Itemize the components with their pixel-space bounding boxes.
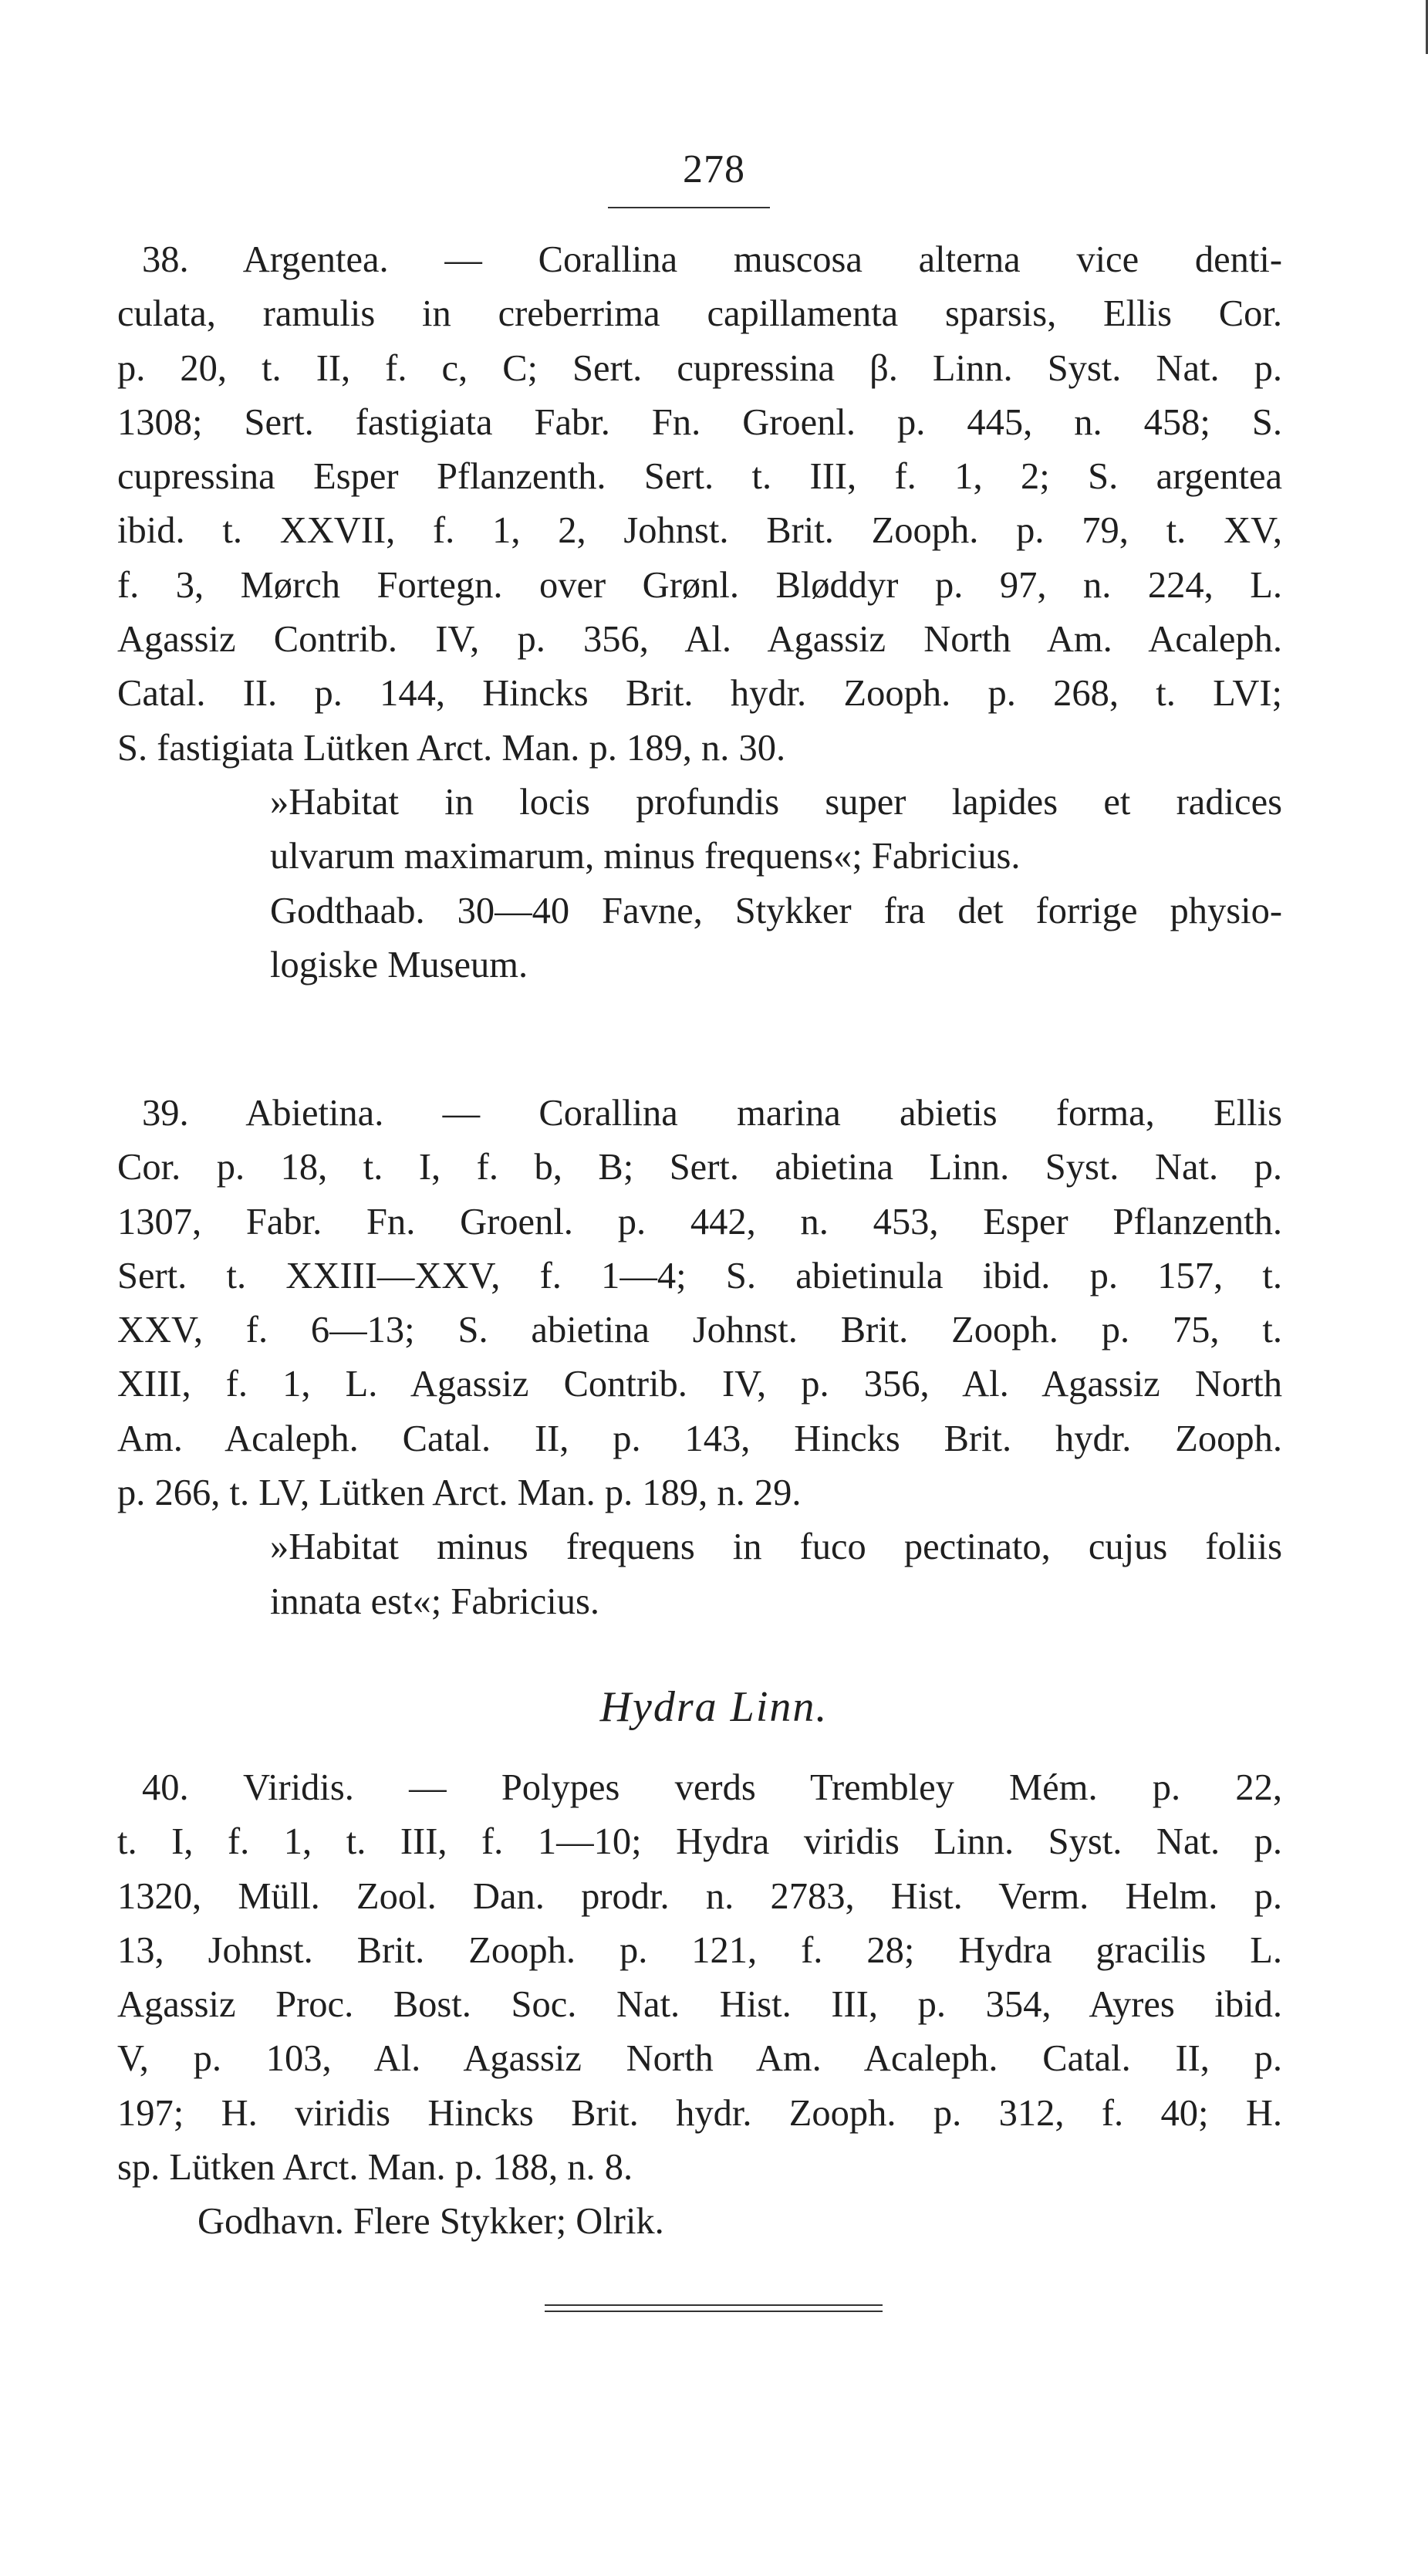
entry-40-line: 197; H. viridis Hincks Brit. hydr. Zooph. p. 312, f. 40; H. <box>117 2092 1282 2134</box>
entry-40-line: V, p. 103, Al. Agassiz North Am. Acaleph. Catal. II, p. <box>117 2038 1282 2080</box>
entry-40-line: t. I, f. 1, t. III, f. 1—10; Hydra viridis Linn. Syst. Nat. p. <box>117 1821 1282 1863</box>
entry-38-line: 38. Argentea. — Corallina muscosa alterna vice denti- <box>142 239 1282 280</box>
entry-40 <box>117 1761 1282 2250</box>
entry-40-line: 1320, Müll. Zool. Dan. prodr. n. 2783, Hist. Verm. Helm. p. <box>117 1875 1282 1917</box>
entry-39-line: p. 266, t. LV, Lütken Arct. Man. p. 189, n. 29. <box>117 1472 802 1514</box>
entry-39-line: 1307, Fabr. Fn. Groenl. p. 442, n. 453, Esper Pflanzenth. <box>117 1201 1282 1242</box>
entry-40-line: sp. Lütken Arct. Man. p. 188, n. 8. <box>117 2147 633 2189</box>
entry-38-habitat: ulvarum maximarum, minus frequens«; Fabricius. <box>270 836 1021 877</box>
entry-38-line: ibid. t. XXVII, f. 1, 2, Johnst. Brit. Zooph. p. 79, t. XV, <box>117 510 1282 552</box>
entry-39-habitat: innata est«; Fabricius. <box>270 1580 599 1622</box>
entry-39-line: Sert. t. XXIII—XXV, f. 1—4; S. abietinula ibid. p. 157, t. <box>117 1255 1282 1296</box>
entry-38-line: culata, ramulis in creberrima capillamenta sparsis, Ellis Cor. <box>117 293 1282 335</box>
entry-40-line: 13, Johnst. Brit. Zooph. p. 121, f. 28; Hydra gracilis L. <box>117 1929 1282 1971</box>
entry-38-line: p. 20, t. II, f. c, C; Sert. cupressina β. Linn. Syst. Nat. p. <box>117 347 1282 389</box>
entry-38 <box>117 233 1282 992</box>
entry-38-locality: logiske Museum. <box>270 944 528 985</box>
entry-39-line: Am. Acaleph. Catal. II, p. 143, Hincks Brit. hydr. Zooph. <box>117 1418 1282 1459</box>
entry-40-locality: Godhavn. Flere Stykker; Olrik. <box>197 2201 664 2243</box>
entry-38-line: f. 3, Mørch Fortegn. over Grønl. Bløddyr p. 97, n. 224, L. <box>117 564 1282 606</box>
end-rule-bottom <box>545 2311 883 2312</box>
entry-38-locality: Godthaab. 30—40 Favne, Stykker fra det forrige physio- <box>270 890 1282 931</box>
entry-39-line: XIII, f. 1, L. Agassiz Contrib. IV, p. 356, Al. Agassiz North <box>117 1364 1282 1405</box>
entry-39-line: Cor. p. 18, t. I, f. b, B; Sert. abietina Linn. Syst. Nat. p. <box>117 1147 1282 1188</box>
entry-39-habitat: »Habitat minus frequens in fuco pectinato, cujus foliis <box>270 1526 1282 1568</box>
entry-39-line: 39. Abietina. — Corallina marina abietis forma, Ellis <box>142 1093 1282 1134</box>
entry-38-line: Catal. II. p. 144, Hincks Brit. hydr. Zooph. p. 268, t. LVI; <box>117 673 1282 715</box>
genus-heading: Hydra Linn. <box>599 1683 829 1731</box>
page-number: 278 <box>683 147 745 191</box>
end-rule-top <box>545 2304 883 2306</box>
entry-39 <box>117 1087 1282 1629</box>
entry-40-line: Agassiz Proc. Bost. Soc. Nat. Hist. III, p. 354, Ayres ibid. <box>117 1984 1282 2026</box>
entry-38-line: Agassiz Contrib. IV, p. 356, Al. Agassiz North Am. Acaleph. <box>117 619 1282 661</box>
entry-39-line: XXV, f. 6—13; S. abietina Johnst. Brit. Zooph. p. 75, t. <box>117 1310 1282 1351</box>
entry-38-line: cupressina Esper Pflanzenth. Sert. t. III, f. 1, 2; S. argentea <box>117 456 1282 498</box>
entry-38-habitat: »Habitat in locis profundis super lapides et radices <box>270 781 1282 823</box>
entry-40-line: 40. Viridis. — Polypes verds Trembley Mém. p. 22, <box>142 1767 1282 1808</box>
entry-38-line: S. fastigiata Lütken Arct. Man. p. 189, n. 30. <box>117 727 786 769</box>
entry-38-line: 1308; Sert. fastigiata Fabr. Fn. Groenl. p. 445, n. 458; S. <box>117 401 1282 443</box>
page-number-rule <box>608 207 770 208</box>
